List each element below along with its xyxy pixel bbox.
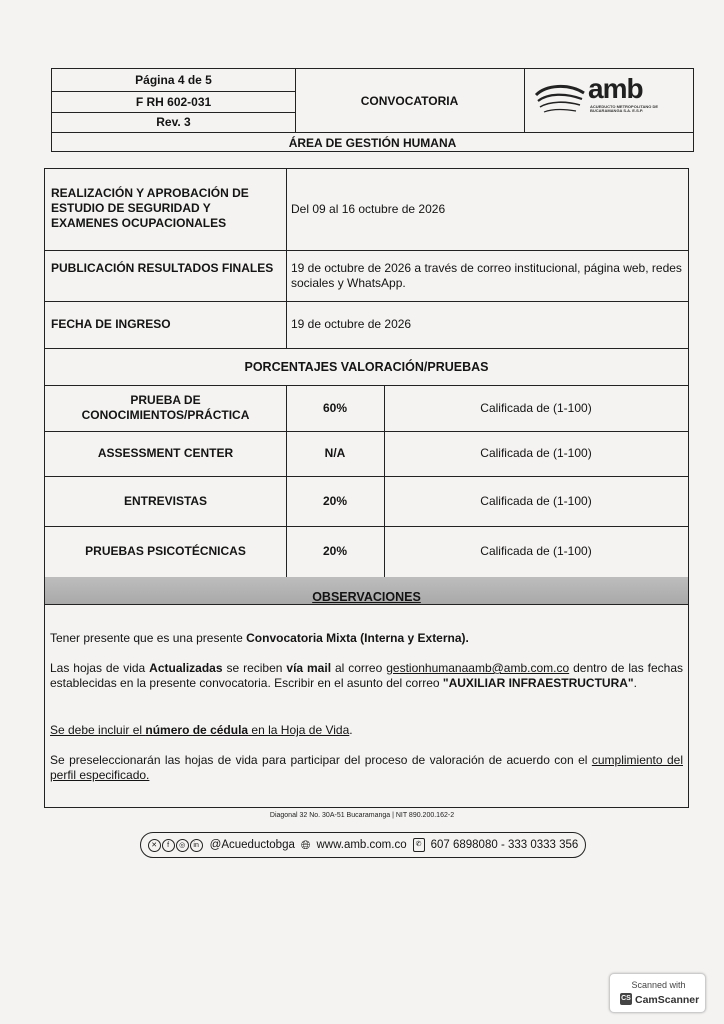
- text-bold: Actualizadas: [149, 661, 223, 675]
- test-percentage: 20%: [322, 493, 348, 508]
- text: al correo: [331, 661, 387, 675]
- social-icons: [148, 838, 204, 852]
- test-score: Calificada de (1-100): [480, 400, 592, 415]
- text: .: [349, 723, 353, 737]
- percentages-title: PORCENTAJES VALORACIÓN/PRUEBAS: [244, 360, 489, 374]
- schedule-value: Del 09 al 16 octubre de 2026: [291, 202, 446, 216]
- document-title: CONVOCATORIA: [295, 69, 525, 132]
- schedule-label: REALIZACIÓN Y APROBACIÓN DE ESTUDIO DE SEGURIDAD Y EXAMENES OCUPACIONALES: [51, 186, 249, 230]
- table-row: [45, 431, 688, 477]
- observation-paragraph: [50, 753, 683, 783]
- text: cumplimiento del perfil especificado.: [50, 753, 683, 782]
- company-logo: [524, 69, 693, 132]
- revision: Rev. 3: [52, 112, 296, 132]
- test-name: ASSESSMENT CENTER: [97, 446, 234, 460]
- test-percentage: 60%: [322, 400, 348, 415]
- observation-paragraph: [50, 661, 683, 691]
- email-link[interactable]: gestionhumanaamb@amb.com.co: [386, 661, 570, 675]
- water-wave-icon: [532, 81, 586, 121]
- test-score: Calificada de (1-100): [480, 493, 592, 508]
- instagram-icon[interactable]: ◎: [176, 839, 189, 852]
- test-name: PRUEBAS PSICOTÉCNICAS: [85, 544, 246, 558]
- test-score: Calificada de (1-100): [480, 544, 592, 558]
- text-bold: Convocatoria Mixta (Interna y Externa).: [246, 631, 469, 645]
- globe-icon: 🌐︎: [300, 837, 311, 852]
- footer-contact-bar: [140, 832, 586, 858]
- observations-title: OBSERVACIONES: [312, 590, 421, 604]
- camscanner-watermark: [609, 973, 706, 1013]
- text: .: [633, 676, 637, 690]
- document-header: [51, 68, 694, 152]
- test-name: PRUEBA DE CONOCIMIENTOS/PRÁCTICA: [81, 393, 250, 422]
- table-row: [45, 526, 688, 577]
- observation-paragraph: [50, 631, 683, 646]
- page-number: Página 4 de 5: [52, 69, 296, 92]
- schedule-value: 19 de octubre de 2026 a través de correo institucional, página web, redes sociales y WhatsApp.: [291, 261, 682, 290]
- observation-paragraph: [50, 723, 683, 738]
- test-percentage: N/A: [324, 446, 346, 460]
- schedule-row: [45, 301, 688, 349]
- text: dentro de las fechas establecidas en la presente convocatoria. Escribir en el asunto del correo: [50, 661, 684, 690]
- text: Las hojas de vida: [50, 661, 150, 675]
- x-icon[interactable]: ✕: [148, 839, 161, 852]
- website-link[interactable]: www.amb.com.co: [316, 839, 407, 851]
- social-handle[interactable]: @Acueductobga: [209, 839, 295, 851]
- text: Tener presente que es una presente: [50, 631, 247, 645]
- text: se reciben: [222, 661, 287, 675]
- text: en la Hoja de Vida: [248, 723, 350, 737]
- schedule-label: PUBLICACIÓN RESULTADOS FINALES: [51, 261, 274, 275]
- facebook-icon[interactable]: f: [162, 839, 175, 852]
- schedule-row: [45, 250, 688, 302]
- table-row: [45, 476, 688, 527]
- percentages-header-row: [45, 348, 688, 386]
- footer-address: Diagonal 32 No. 30A-51 Bucaramanga | NIT 890.200.162-2: [269, 812, 455, 819]
- area-title: ÁREA DE GESTIÓN HUMANA: [52, 132, 693, 152]
- linkedin-icon[interactable]: in: [190, 839, 203, 852]
- logo-wordmark: amb: [588, 73, 643, 104]
- test-score: Calificada de (1-100): [480, 446, 592, 460]
- text-bold: número de cédula: [145, 723, 249, 737]
- text: Se preseleccionarán las hojas de vida para participar del proceso de valoración de acuerdo con el: [50, 753, 592, 767]
- camscanner-icon: CS: [620, 993, 632, 1005]
- scanner-caption: Scanned with: [631, 980, 686, 990]
- test-percentage: 20%: [322, 544, 348, 558]
- schedule-value: 19 de octubre de 2026: [291, 317, 412, 331]
- phone-numbers: 607 6898080 - 333 0333 356: [430, 839, 579, 851]
- text-bold: "AUXILIAR INFRAESTRUCTURA": [442, 676, 634, 690]
- scanner-brand: CamScanner: [635, 994, 700, 1006]
- phone-icon: ✆: [413, 838, 425, 852]
- test-name: ENTREVISTAS: [123, 493, 208, 508]
- convocatoria-table: [44, 168, 689, 808]
- text-bold: vía mail: [286, 661, 332, 675]
- schedule-row: [45, 169, 688, 251]
- form-code: F RH 602-031: [52, 91, 296, 113]
- table-row: [45, 385, 688, 432]
- logo-subtitle: ACUEDUCTO METROPOLITANO DE BUCARAMANGA S.A. E.S.P.: [590, 104, 659, 113]
- schedule-label: FECHA DE INGRESO: [51, 317, 171, 331]
- text: Se debe incluir el: [50, 723, 146, 737]
